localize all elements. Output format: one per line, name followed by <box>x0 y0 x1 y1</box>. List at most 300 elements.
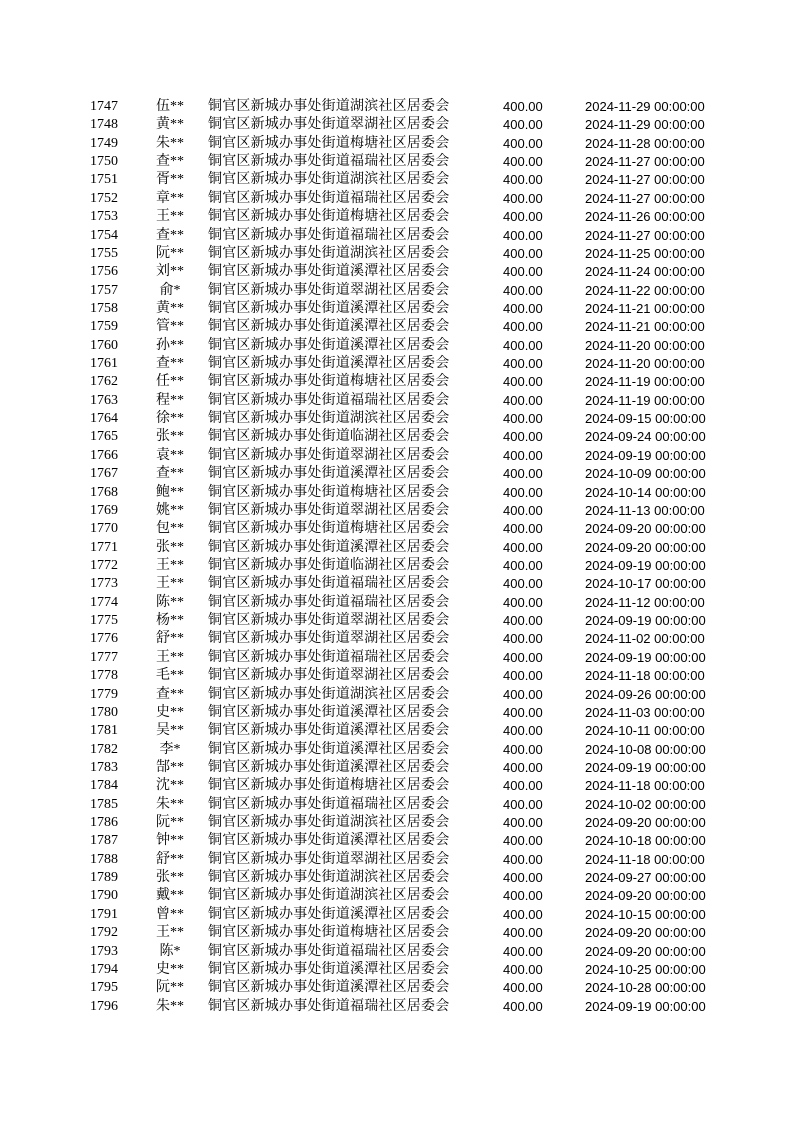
row-number: 1774 <box>90 594 118 610</box>
row-number: 1758 <box>90 300 118 316</box>
date: 2024-10-28 00:00:00 <box>585 980 706 996</box>
date: 2024-09-20 00:00:00 <box>585 888 706 904</box>
table-row <box>0 227 793 245</box>
date: 2024-11-27 00:00:00 <box>585 154 705 170</box>
date: 2024-09-20 00:00:00 <box>585 539 706 555</box>
date: 2024-11-19 00:00:00 <box>585 374 705 390</box>
organization: 铜官区新城办事处街道福瑞社区居委会 <box>208 649 450 665</box>
date: 2024-11-21 00:00:00 <box>585 300 705 316</box>
table-row <box>0 410 793 428</box>
table-row <box>0 630 793 648</box>
organization: 铜官区新城办事处街道溪潭社区居委会 <box>208 980 450 996</box>
amount: 400.00 <box>503 392 543 408</box>
organization: 铜官区新城办事处街道翠湖社区居委会 <box>208 613 450 629</box>
amount: 400.00 <box>503 502 543 518</box>
recipient-name: 朱** <box>156 998 184 1014</box>
row-number: 1793 <box>90 943 118 959</box>
table-row <box>0 759 793 777</box>
table-row <box>0 520 793 538</box>
recipient-name: 史** <box>156 961 184 977</box>
date: 2024-11-18 00:00:00 <box>585 851 705 867</box>
recipient-name: 戴** <box>156 888 184 904</box>
row-number: 1768 <box>90 484 118 500</box>
row-number: 1757 <box>90 282 118 298</box>
organization: 铜官区新城办事处街道溪潭社区居委会 <box>208 759 450 775</box>
recipient-name: 管** <box>156 319 184 335</box>
recipient-name: 黄** <box>156 117 184 133</box>
date: 2024-11-27 00:00:00 <box>585 190 705 206</box>
recipient-name: 王** <box>156 649 184 665</box>
amount: 400.00 <box>503 484 543 500</box>
amount: 400.00 <box>503 668 543 684</box>
recipient-name: 沈** <box>156 778 184 794</box>
table-row <box>0 282 793 300</box>
date: 2024-11-29 00:00:00 <box>585 99 705 114</box>
row-number: 1755 <box>90 245 118 261</box>
amount: 400.00 <box>503 741 543 757</box>
table-row <box>0 447 793 465</box>
amount: 400.00 <box>503 759 543 775</box>
recipient-name: 阮** <box>156 815 184 831</box>
row-number: 1766 <box>90 447 118 463</box>
organization: 铜官区新城办事处街道梅塘社区居委会 <box>208 374 450 390</box>
row-number: 1787 <box>90 833 118 849</box>
row-number: 1761 <box>90 356 118 372</box>
recipient-name: 姚** <box>156 502 184 518</box>
amount: 400.00 <box>503 300 543 316</box>
date: 2024-11-27 00:00:00 <box>585 227 705 243</box>
row-number: 1785 <box>90 796 118 812</box>
date: 2024-11-24 00:00:00 <box>585 264 705 280</box>
organization: 铜官区新城办事处街道福瑞社区居委会 <box>208 943 450 959</box>
date: 2024-09-20 00:00:00 <box>585 925 706 941</box>
date: 2024-09-19 00:00:00 <box>585 613 706 629</box>
table-row <box>0 98 793 116</box>
amount: 400.00 <box>503 190 543 206</box>
recipient-name: 鲍** <box>156 484 184 500</box>
table-row <box>0 612 793 630</box>
table-row <box>0 704 793 722</box>
table-row <box>0 961 793 979</box>
row-number: 1796 <box>90 998 118 1014</box>
row-number: 1781 <box>90 723 118 739</box>
table-row <box>0 263 793 281</box>
amount: 400.00 <box>503 815 543 831</box>
row-number: 1751 <box>90 172 118 188</box>
amount: 400.00 <box>503 557 543 573</box>
table-row <box>0 373 793 391</box>
table-row <box>0 245 793 263</box>
organization: 铜官区新城办事处街道湖滨社区居委会 <box>208 686 450 702</box>
amount: 400.00 <box>503 686 543 702</box>
row-number: 1760 <box>90 337 118 353</box>
amount: 400.00 <box>503 356 543 372</box>
date: 2024-10-08 00:00:00 <box>585 741 706 757</box>
organization: 铜官区新城办事处街道翠湖社区居委会 <box>208 117 450 133</box>
organization: 铜官区新城办事处街道溪潭社区居委会 <box>208 466 450 482</box>
organization: 铜官区新城办事处街道梅塘社区居委会 <box>208 209 450 225</box>
table-row <box>0 135 793 153</box>
organization: 铜官区新城办事处街道湖滨社区居委会 <box>208 245 450 261</box>
organization: 铜官区新城办事处街道溪潭社区居委会 <box>208 906 450 922</box>
row-number: 1753 <box>90 209 118 225</box>
recipient-name: 查** <box>156 356 184 372</box>
recipient-name: 刘** <box>156 264 184 280</box>
row-number: 1783 <box>90 759 118 775</box>
table-row <box>0 539 793 557</box>
date: 2024-09-20 00:00:00 <box>585 815 706 831</box>
recipient-name: 陈** <box>156 594 184 610</box>
row-number: 1750 <box>90 154 118 170</box>
organization: 铜官区新城办事处街道溪潭社区居委会 <box>208 300 450 316</box>
organization: 铜官区新城办事处街道湖滨社区居委会 <box>208 99 450 114</box>
table-row <box>0 116 793 134</box>
table-row <box>0 722 793 740</box>
organization: 铜官区新城办事处街道溪潭社区居委会 <box>208 961 450 977</box>
table-row <box>0 171 793 189</box>
recipient-name: 任** <box>156 374 184 390</box>
table-row <box>0 557 793 575</box>
organization: 铜官区新城办事处街道福瑞社区居委会 <box>208 796 450 812</box>
recipient-name: 张** <box>156 539 184 555</box>
recipient-name: 曾** <box>156 906 184 922</box>
recipient-name: 包** <box>156 521 184 537</box>
amount: 400.00 <box>503 99 543 114</box>
organization: 铜官区新城办事处街道溪潭社区居委会 <box>208 337 450 353</box>
date: 2024-10-02 00:00:00 <box>585 796 706 812</box>
date: 2024-09-26 00:00:00 <box>585 686 706 702</box>
row-number: 1769 <box>90 502 118 518</box>
organization: 铜官区新城办事处街道溪潭社区居委会 <box>208 833 450 849</box>
row-number: 1795 <box>90 980 118 996</box>
row-number: 1794 <box>90 961 118 977</box>
recipient-name: 朱** <box>156 796 184 812</box>
organization: 铜官区新城办事处街道湖滨社区居委会 <box>208 815 450 831</box>
row-number: 1790 <box>90 888 118 904</box>
row-number: 1759 <box>90 319 118 335</box>
date: 2024-11-29 00:00:00 <box>585 117 705 133</box>
recipient-name: 章** <box>156 190 184 206</box>
date: 2024-09-24 00:00:00 <box>585 429 706 445</box>
date: 2024-11-22 00:00:00 <box>585 282 705 298</box>
date: 2024-09-19 00:00:00 <box>585 998 706 1014</box>
row-number: 1748 <box>90 117 118 133</box>
organization: 铜官区新城办事处街道福瑞社区居委会 <box>208 594 450 610</box>
amount: 400.00 <box>503 796 543 812</box>
recipient-name: 郜** <box>156 759 184 775</box>
recipient-name: 钟** <box>156 833 184 849</box>
organization: 铜官区新城办事处街道梅塘社区居委会 <box>208 521 450 537</box>
amount: 400.00 <box>503 613 543 629</box>
recipient-name: 王** <box>156 209 184 225</box>
amount: 400.00 <box>503 631 543 647</box>
organization: 铜官区新城办事处街道翠湖社区居委会 <box>208 631 450 647</box>
recipient-name: 袁** <box>156 447 184 463</box>
row-number: 1782 <box>90 741 118 757</box>
table-row <box>0 814 793 832</box>
recipient-name: 俞* <box>159 282 181 298</box>
date: 2024-11-13 00:00:00 <box>585 502 705 518</box>
recipient-name: 程** <box>156 392 184 408</box>
organization: 铜官区新城办事处街道临湖社区居委会 <box>208 557 450 573</box>
table-row <box>0 153 793 171</box>
table-row <box>0 575 793 593</box>
amount: 400.00 <box>503 319 543 335</box>
table-row <box>0 318 793 336</box>
date: 2024-09-19 00:00:00 <box>585 759 706 775</box>
row-number: 1754 <box>90 227 118 243</box>
table-row <box>0 355 793 373</box>
date: 2024-09-15 00:00:00 <box>585 411 706 427</box>
organization: 铜官区新城办事处街道福瑞社区居委会 <box>208 576 450 592</box>
table-row <box>0 667 793 685</box>
table-row <box>0 869 793 887</box>
table-row <box>0 777 793 795</box>
row-number: 1789 <box>90 870 118 886</box>
row-number: 1770 <box>90 521 118 537</box>
recipient-name: 王** <box>156 576 184 592</box>
date: 2024-11-28 00:00:00 <box>585 135 705 151</box>
row-number: 1747 <box>90 99 118 114</box>
table-row <box>0 998 793 1016</box>
amount: 400.00 <box>503 539 543 555</box>
row-number: 1762 <box>90 374 118 390</box>
organization: 铜官区新城办事处街道溪潭社区居委会 <box>208 741 450 757</box>
amount: 400.00 <box>503 833 543 849</box>
table-row <box>0 300 793 318</box>
row-number: 1777 <box>90 649 118 665</box>
row-number: 1792 <box>90 925 118 941</box>
recipient-name: 阮** <box>156 980 184 996</box>
recipient-name: 孙** <box>156 337 184 353</box>
table-row <box>0 906 793 924</box>
organization: 铜官区新城办事处街道湖滨社区居委会 <box>208 888 450 904</box>
organization: 铜官区新城办事处街道溪潭社区居委会 <box>208 539 450 555</box>
amount: 400.00 <box>503 135 543 151</box>
recipient-name: 舒** <box>156 631 184 647</box>
organization: 铜官区新城办事处街道湖滨社区居委会 <box>208 870 450 886</box>
amount: 400.00 <box>503 851 543 867</box>
amount: 400.00 <box>503 998 543 1014</box>
amount: 400.00 <box>503 466 543 482</box>
date: 2024-11-12 00:00:00 <box>585 594 705 610</box>
organization: 铜官区新城办事处街道福瑞社区居委会 <box>208 392 450 408</box>
recipient-name: 陈* <box>159 943 181 959</box>
records-table <box>0 98 793 1016</box>
date: 2024-10-11 00:00:00 <box>585 723 705 739</box>
table-row <box>0 337 793 355</box>
recipient-name: 舒** <box>156 851 184 867</box>
table-row <box>0 851 793 869</box>
amount: 400.00 <box>503 374 543 390</box>
date: 2024-11-03 00:00:00 <box>585 704 705 720</box>
date: 2024-11-21 00:00:00 <box>585 319 705 335</box>
organization: 铜官区新城办事处街道溪潭社区居委会 <box>208 356 450 372</box>
recipient-name: 吴** <box>156 723 184 739</box>
table-row <box>0 594 793 612</box>
amount: 400.00 <box>503 172 543 188</box>
date: 2024-09-20 00:00:00 <box>585 943 706 959</box>
amount: 400.00 <box>503 649 543 665</box>
amount: 400.00 <box>503 282 543 298</box>
recipient-name: 王** <box>156 925 184 941</box>
recipient-name: 黄** <box>156 300 184 316</box>
row-number: 1786 <box>90 815 118 831</box>
row-number: 1788 <box>90 851 118 867</box>
date: 2024-11-20 00:00:00 <box>585 337 705 353</box>
date: 2024-11-02 00:00:00 <box>585 631 705 647</box>
table-row <box>0 943 793 961</box>
row-number: 1784 <box>90 778 118 794</box>
amount: 400.00 <box>503 943 543 959</box>
table-row <box>0 392 793 410</box>
row-number: 1752 <box>90 190 118 206</box>
date: 2024-11-27 00:00:00 <box>585 172 705 188</box>
date: 2024-11-26 00:00:00 <box>585 209 705 225</box>
amount: 400.00 <box>503 209 543 225</box>
date: 2024-11-18 00:00:00 <box>585 668 705 684</box>
recipient-name: 胥** <box>156 172 184 188</box>
date: 2024-09-19 00:00:00 <box>585 649 706 665</box>
table-row <box>0 887 793 905</box>
date: 2024-11-25 00:00:00 <box>585 245 705 261</box>
date: 2024-09-19 00:00:00 <box>585 557 706 573</box>
row-number: 1772 <box>90 557 118 573</box>
amount: 400.00 <box>503 521 543 537</box>
organization: 铜官区新城办事处街道临湖社区居委会 <box>208 429 450 445</box>
organization: 铜官区新城办事处街道翠湖社区居委会 <box>208 502 450 518</box>
table-row <box>0 428 793 446</box>
organization: 铜官区新城办事处街道梅塘社区居委会 <box>208 135 450 151</box>
amount: 400.00 <box>503 961 543 977</box>
amount: 400.00 <box>503 888 543 904</box>
table-row <box>0 796 793 814</box>
organization: 铜官区新城办事处街道翠湖社区居委会 <box>208 447 450 463</box>
amount: 400.00 <box>503 227 543 243</box>
amount: 400.00 <box>503 264 543 280</box>
row-number: 1771 <box>90 539 118 555</box>
organization: 铜官区新城办事处街道福瑞社区居委会 <box>208 190 450 206</box>
amount: 400.00 <box>503 337 543 353</box>
organization: 铜官区新城办事处街道梅塘社区居委会 <box>208 925 450 941</box>
row-number: 1767 <box>90 466 118 482</box>
table-row <box>0 924 793 942</box>
row-number: 1764 <box>90 411 118 427</box>
recipient-name: 张** <box>156 429 184 445</box>
table-row <box>0 649 793 667</box>
organization: 铜官区新城办事处街道湖滨社区居委会 <box>208 411 450 427</box>
table-row <box>0 208 793 226</box>
organization: 铜官区新城办事处街道梅塘社区居委会 <box>208 484 450 500</box>
recipient-name: 朱** <box>156 135 184 151</box>
date: 2024-10-17 00:00:00 <box>585 576 706 592</box>
recipient-name: 查** <box>156 154 184 170</box>
organization: 铜官区新城办事处街道溪潭社区居委会 <box>208 264 450 280</box>
amount: 400.00 <box>503 447 543 463</box>
date: 2024-10-15 00:00:00 <box>585 906 706 922</box>
date: 2024-11-20 00:00:00 <box>585 356 705 372</box>
table-row <box>0 502 793 520</box>
table-row <box>0 741 793 759</box>
date: 2024-10-25 00:00:00 <box>585 961 706 977</box>
table-row <box>0 686 793 704</box>
amount: 400.00 <box>503 429 543 445</box>
table-row <box>0 832 793 850</box>
amount: 400.00 <box>503 154 543 170</box>
amount: 400.00 <box>503 723 543 739</box>
table-row <box>0 465 793 483</box>
amount: 400.00 <box>503 925 543 941</box>
row-number: 1756 <box>90 264 118 280</box>
recipient-name: 查** <box>156 227 184 243</box>
date: 2024-09-19 00:00:00 <box>585 447 706 463</box>
date: 2024-11-19 00:00:00 <box>585 392 705 408</box>
organization: 铜官区新城办事处街道梅塘社区居委会 <box>208 778 450 794</box>
recipient-name: 杨** <box>156 613 184 629</box>
row-number: 1779 <box>90 686 118 702</box>
row-number: 1776 <box>90 631 118 647</box>
organization: 铜官区新城办事处街道湖滨社区居委会 <box>208 172 450 188</box>
date: 2024-10-18 00:00:00 <box>585 833 706 849</box>
amount: 400.00 <box>503 576 543 592</box>
date: 2024-10-09 00:00:00 <box>585 466 706 482</box>
date: 2024-09-20 00:00:00 <box>585 521 706 537</box>
organization: 铜官区新城办事处街道溪潭社区居委会 <box>208 723 450 739</box>
amount: 400.00 <box>503 870 543 886</box>
row-number: 1791 <box>90 906 118 922</box>
organization: 铜官区新城办事处街道溪潭社区居委会 <box>208 704 450 720</box>
table-row <box>0 979 793 997</box>
recipient-name: 伍** <box>156 99 184 114</box>
date: 2024-09-27 00:00:00 <box>585 870 706 886</box>
table-row <box>0 190 793 208</box>
amount: 400.00 <box>503 778 543 794</box>
organization: 铜官区新城办事处街道溪潭社区居委会 <box>208 319 450 335</box>
organization: 铜官区新城办事处街道翠湖社区居委会 <box>208 282 450 298</box>
row-number: 1775 <box>90 613 118 629</box>
amount: 400.00 <box>503 906 543 922</box>
date: 2024-10-14 00:00:00 <box>585 484 706 500</box>
organization: 铜官区新城办事处街道福瑞社区居委会 <box>208 227 450 243</box>
organization: 铜官区新城办事处街道福瑞社区居委会 <box>208 154 450 170</box>
recipient-name: 张** <box>156 870 184 886</box>
recipient-name: 毛** <box>156 668 184 684</box>
amount: 400.00 <box>503 594 543 610</box>
row-number: 1765 <box>90 429 118 445</box>
date: 2024-11-18 00:00:00 <box>585 778 705 794</box>
recipient-name: 徐** <box>156 411 184 427</box>
amount: 400.00 <box>503 704 543 720</box>
amount: 400.00 <box>503 980 543 996</box>
table-row <box>0 484 793 502</box>
recipient-name: 查** <box>156 686 184 702</box>
row-number: 1780 <box>90 704 118 720</box>
row-number: 1749 <box>90 135 118 151</box>
amount: 400.00 <box>503 117 543 133</box>
organization: 铜官区新城办事处街道翠湖社区居委会 <box>208 668 450 684</box>
recipient-name: 史** <box>156 704 184 720</box>
recipient-name: 李* <box>159 741 181 757</box>
organization: 铜官区新城办事处街道福瑞社区居委会 <box>208 998 450 1014</box>
row-number: 1773 <box>90 576 118 592</box>
amount: 400.00 <box>503 411 543 427</box>
recipient-name: 阮** <box>156 245 184 261</box>
row-number: 1778 <box>90 668 118 684</box>
recipient-name: 王** <box>156 557 184 573</box>
recipient-name: 查** <box>156 466 184 482</box>
organization: 铜官区新城办事处街道翠湖社区居委会 <box>208 851 450 867</box>
amount: 400.00 <box>503 245 543 261</box>
